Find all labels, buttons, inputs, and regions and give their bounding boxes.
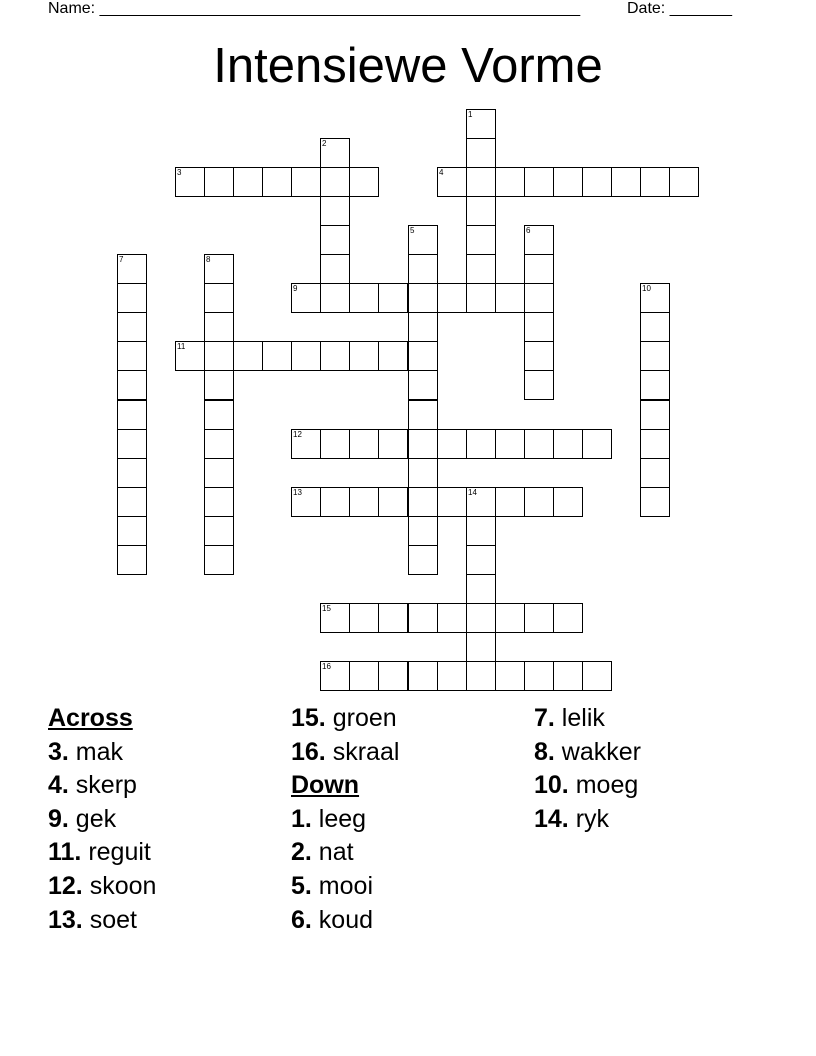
grid-cell[interactable] — [408, 429, 438, 459]
clue-item-text: skraal — [325, 737, 400, 766]
page-title: Intensiewe Vorme — [213, 39, 603, 93]
grid-cell[interactable] — [524, 370, 554, 400]
grid-cell[interactable] — [466, 109, 496, 139]
clue-number: 15 — [322, 604, 331, 613]
clue-item-number: 16. — [291, 737, 326, 766]
clue-number: 7 — [119, 255, 124, 264]
clue-item — [534, 803, 641, 837]
grid-cell[interactable] — [204, 167, 234, 197]
grid-cell[interactable] — [204, 400, 234, 430]
grid-cell[interactable] — [291, 429, 321, 459]
clue-item-number: 9. — [48, 804, 69, 833]
clue-column-1 — [48, 702, 156, 937]
grid-cell[interactable] — [378, 603, 408, 633]
grid-cell[interactable] — [640, 487, 670, 517]
grid-cell[interactable] — [495, 603, 525, 633]
clue-item-number: 11. — [48, 838, 82, 867]
grid-cell[interactable] — [524, 429, 554, 459]
grid-cell[interactable] — [408, 254, 438, 284]
clue-item-number: 13. — [48, 905, 83, 934]
grid-cell[interactable] — [466, 138, 496, 168]
grid-cell[interactable] — [204, 254, 234, 284]
clue-item-text: skoon — [82, 871, 157, 900]
grid-cell[interactable] — [320, 487, 350, 517]
clue-number: 13 — [293, 488, 302, 497]
grid-cell[interactable] — [204, 458, 234, 488]
clue-item-number: 3. — [48, 737, 69, 766]
clue-item-text: soet — [82, 905, 137, 934]
grid-cell[interactable] — [669, 167, 699, 197]
grid-cell[interactable] — [408, 458, 438, 488]
grid-cell[interactable] — [437, 661, 467, 691]
grid-cell[interactable] — [582, 429, 612, 459]
grid-cell[interactable] — [204, 341, 234, 371]
clue-item — [48, 736, 156, 770]
grid-cell[interactable] — [408, 661, 438, 691]
grid-cell[interactable] — [408, 545, 438, 575]
grid-cell[interactable] — [466, 429, 496, 459]
grid-cell[interactable] — [378, 429, 408, 459]
grid-cell[interactable] — [553, 167, 583, 197]
clue-item-number: 14. — [534, 804, 569, 833]
grid-cell[interactable] — [437, 283, 467, 313]
grid-cell[interactable] — [524, 283, 554, 313]
grid-cell[interactable] — [349, 661, 379, 691]
down-clue-list — [291, 803, 399, 937]
grid-cell[interactable] — [320, 341, 350, 371]
grid-cell[interactable] — [320, 283, 350, 313]
grid-cell[interactable] — [204, 429, 234, 459]
grid-cell[interactable] — [378, 283, 408, 313]
grid-cell[interactable] — [495, 429, 525, 459]
grid-cell[interactable] — [466, 661, 496, 691]
clue-item-text: reguit — [81, 838, 151, 867]
grid-cell[interactable] — [117, 458, 147, 488]
grid-cell[interactable] — [553, 429, 583, 459]
grid-cell[interactable] — [320, 167, 350, 197]
grid-cell[interactable] — [408, 225, 438, 255]
grid-cell[interactable] — [204, 283, 234, 313]
clue-item — [291, 736, 399, 770]
grid-cell[interactable] — [117, 341, 147, 371]
clue-item — [291, 904, 399, 938]
grid-cell[interactable] — [117, 312, 147, 342]
grid-cell[interactable] — [291, 167, 321, 197]
clue-item-text: koud — [311, 905, 374, 934]
name-field[interactable]: Name: ______________________________________________________ — [48, 0, 581, 17]
grid-cell[interactable] — [466, 632, 496, 662]
clue-item-number: 8. — [534, 737, 555, 766]
clue-item-number: 2. — [291, 838, 312, 867]
grid-cell[interactable] — [640, 312, 670, 342]
grid-cell[interactable] — [437, 429, 467, 459]
clue-number: 3 — [177, 168, 182, 177]
grid-cell[interactable] — [408, 516, 438, 546]
grid-cell[interactable] — [117, 545, 147, 575]
clue-column-2 — [291, 702, 399, 937]
grid-cell[interactable] — [378, 341, 408, 371]
grid-cell[interactable] — [204, 370, 234, 400]
clue-item — [48, 803, 156, 837]
grid-cell[interactable] — [553, 603, 583, 633]
grid-cell[interactable] — [233, 167, 263, 197]
down-heading: Down — [291, 771, 360, 800]
clue-number: 1 — [468, 110, 473, 119]
clue-item-text: gek — [68, 804, 117, 833]
grid-cell[interactable] — [204, 516, 234, 546]
grid-cell[interactable] — [117, 429, 147, 459]
clue-number: 4 — [439, 168, 444, 177]
grid-cell[interactable] — [291, 341, 321, 371]
grid-cell[interactable] — [204, 545, 234, 575]
grid-cell[interactable] — [408, 487, 438, 517]
grid-cell[interactable] — [349, 603, 379, 633]
grid-cell[interactable] — [204, 312, 234, 342]
grid-cell[interactable] — [524, 341, 554, 371]
grid-cell[interactable] — [437, 603, 467, 633]
grid-cell[interactable] — [466, 225, 496, 255]
across-clue-list — [48, 736, 156, 938]
clue-item — [291, 803, 399, 837]
grid-cell[interactable] — [349, 429, 379, 459]
grid-cell[interactable] — [291, 283, 321, 313]
clue-item-number: 4. — [48, 771, 69, 800]
clue-item-number: 7. — [534, 704, 555, 732]
clue-item-text: lelik — [554, 704, 605, 732]
clue-item-text: mooi — [311, 871, 373, 900]
grid-cell[interactable] — [466, 603, 496, 633]
across-clue-list-continued — [291, 702, 399, 769]
grid-cell[interactable] — [437, 167, 467, 197]
grid-cell[interactable] — [117, 370, 147, 400]
grid-cell[interactable] — [466, 254, 496, 284]
down-clue-list-continued — [534, 702, 641, 836]
clue-number: 5 — [410, 226, 415, 235]
grid-cell[interactable] — [466, 167, 496, 197]
grid-cell[interactable] — [349, 341, 379, 371]
grid-cell[interactable] — [495, 487, 525, 517]
clue-item-number: 6. — [291, 905, 312, 934]
grid-cell[interactable] — [466, 283, 496, 313]
grid-cell[interactable] — [466, 196, 496, 226]
grid-cell[interactable] — [320, 661, 350, 691]
grid-cell[interactable] — [524, 661, 554, 691]
clue-item-text: moeg — [568, 771, 639, 800]
grid-cell[interactable] — [553, 487, 583, 517]
grid-cell[interactable] — [553, 661, 583, 691]
grid-cell[interactable] — [524, 312, 554, 342]
clue-item — [291, 836, 399, 870]
clue-item — [291, 870, 399, 904]
clue-number: 10 — [642, 284, 651, 293]
clue-item-text: wakker — [554, 737, 641, 766]
grid-cell[interactable] — [466, 545, 496, 575]
grid-cell[interactable] — [640, 283, 670, 313]
clue-item — [291, 702, 399, 736]
grid-cell[interactable] — [640, 341, 670, 371]
grid-cell[interactable] — [408, 603, 438, 633]
grid-cell[interactable] — [524, 225, 554, 255]
date-field[interactable]: Date: _______ — [627, 0, 732, 17]
grid-cell[interactable] — [349, 283, 379, 313]
clue-item-text: skerp — [68, 771, 137, 800]
clue-item — [48, 904, 156, 938]
clue-number: 2 — [322, 139, 327, 148]
grid-cell[interactable] — [204, 487, 234, 517]
grid-cell[interactable] — [524, 603, 554, 633]
clue-number: 8 — [206, 255, 211, 264]
grid-cell[interactable] — [524, 254, 554, 284]
grid-cell[interactable] — [117, 254, 147, 284]
clue-number: 9 — [293, 284, 298, 293]
clue-item-text: mak — [68, 737, 124, 766]
clue-item-text: groen — [325, 704, 397, 732]
clue-item — [534, 702, 641, 736]
grid-cell[interactable] — [117, 487, 147, 517]
grid-cell[interactable] — [408, 312, 438, 342]
clue-item-number: 12. — [48, 871, 83, 900]
grid-cell[interactable] — [640, 167, 670, 197]
grid-cell[interactable] — [408, 400, 438, 430]
clue-number: 16 — [322, 662, 331, 671]
grid-cell[interactable] — [320, 603, 350, 633]
clue-item-text: nat — [311, 838, 354, 867]
grid-cell[interactable] — [117, 516, 147, 546]
grid-cell[interactable] — [262, 341, 292, 371]
grid-cell[interactable] — [524, 167, 554, 197]
clue-item — [48, 769, 156, 803]
grid-cell[interactable] — [233, 341, 263, 371]
clue-item — [48, 836, 156, 870]
grid-cell[interactable] — [320, 196, 350, 226]
grid-cell[interactable] — [320, 429, 350, 459]
grid-cell[interactable] — [611, 167, 641, 197]
grid-cell[interactable] — [175, 167, 205, 197]
grid-cell[interactable] — [582, 661, 612, 691]
grid-cell[interactable] — [378, 487, 408, 517]
grid-cell[interactable] — [320, 225, 350, 255]
clue-number: 14 — [468, 488, 477, 497]
grid-cell[interactable] — [320, 254, 350, 284]
grid-cell[interactable] — [320, 138, 350, 168]
grid-cell[interactable] — [640, 429, 670, 459]
clue-number: 12 — [293, 430, 302, 439]
clue-item — [534, 769, 641, 803]
grid-cell[interactable] — [437, 487, 467, 517]
clue-number: 6 — [526, 226, 531, 235]
grid-cell[interactable] — [495, 661, 525, 691]
grid-cell[interactable] — [349, 167, 379, 197]
grid-cell[interactable] — [175, 341, 205, 371]
grid-cell[interactable] — [640, 458, 670, 488]
grid-cell[interactable] — [262, 167, 292, 197]
clue-item-number: 1. — [291, 804, 312, 833]
grid-cell[interactable] — [117, 283, 147, 313]
grid-cell[interactable] — [495, 283, 525, 313]
clue-item-text: ryk — [568, 804, 610, 833]
grid-cell[interactable] — [349, 487, 379, 517]
grid-cell[interactable] — [408, 370, 438, 400]
grid-cell[interactable] — [408, 283, 438, 313]
grid-cell[interactable] — [495, 167, 525, 197]
clue-item-text: leeg — [311, 804, 367, 833]
grid-cell[interactable] — [291, 487, 321, 517]
clue-column-3 — [534, 702, 641, 836]
clue-item-number: 15. — [291, 704, 326, 732]
across-heading: Across — [48, 704, 133, 732]
grid-cell[interactable] — [640, 370, 670, 400]
grid-cell[interactable] — [117, 400, 147, 430]
grid-cell[interactable] — [466, 516, 496, 546]
grid-cell[interactable] — [640, 400, 670, 430]
grid-cell[interactable] — [378, 661, 408, 691]
clue-item-number: 10. — [534, 771, 569, 800]
grid-cell[interactable] — [582, 167, 612, 197]
clue-number: 11 — [177, 342, 186, 351]
grid-cell[interactable] — [466, 574, 496, 604]
grid-cell[interactable] — [466, 487, 496, 517]
grid-cell[interactable] — [408, 341, 438, 371]
clue-item-number: 5. — [291, 871, 312, 900]
grid-cell[interactable] — [524, 487, 554, 517]
clue-item — [48, 870, 156, 904]
clue-item — [534, 736, 641, 770]
